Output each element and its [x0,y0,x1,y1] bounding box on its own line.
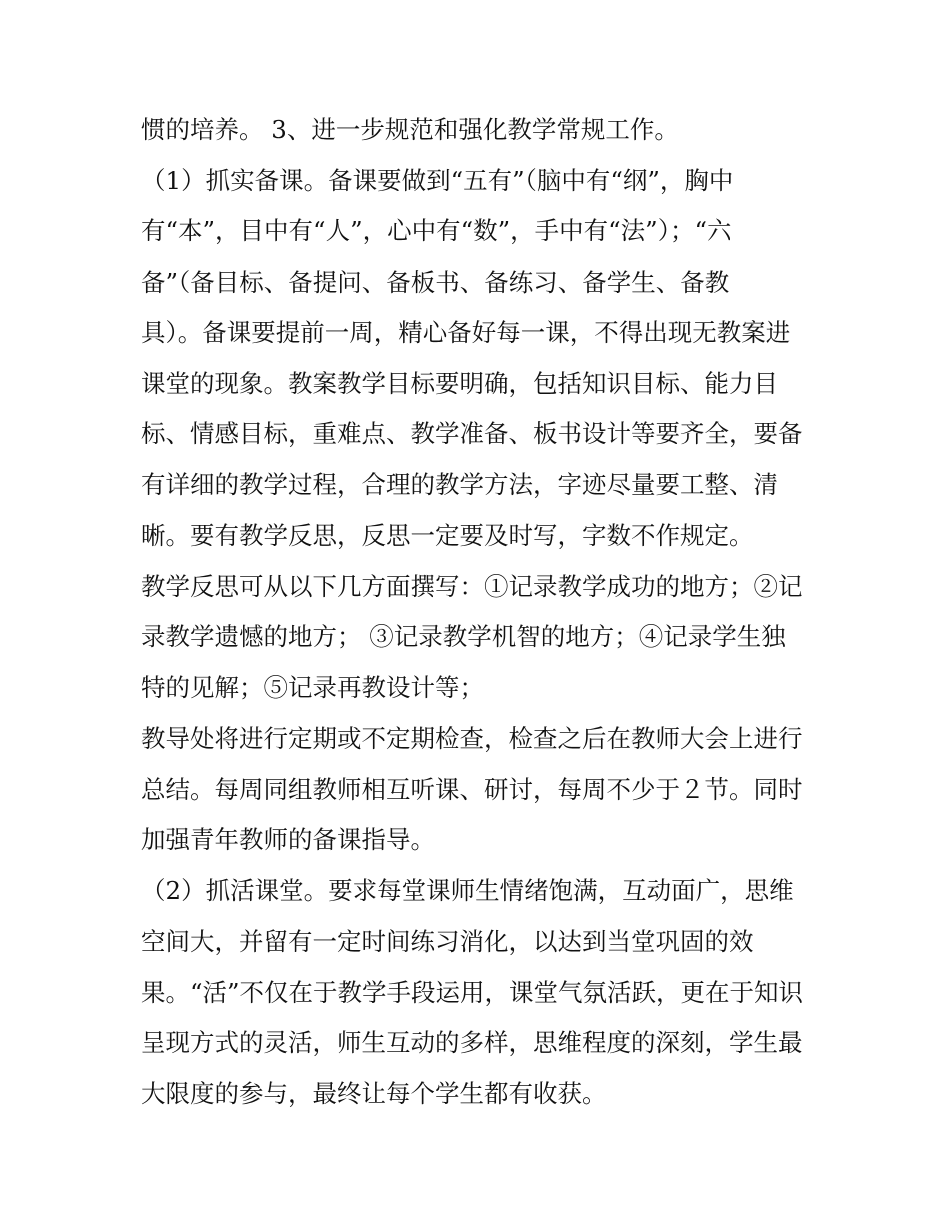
text-line: 有详细的教学过程，合理的教学方法，字迹尽量要工整、清 [141,470,778,499]
text-line: 大限度的参与，最终让每个学生都有收获。 [141,1079,607,1108]
text-line: 特的见解；⑤记录再教设计等； [141,673,484,702]
text-line: 标、情感目标，重难点、教学准备、板书设计等要齐全，要备 [141,419,803,448]
text-line: 空间大，并留有一定时间练习消化，以达到当堂巩固的效 [141,927,754,956]
text-line: 果。“活”不仅在于教学手段运用，课堂气氛活跃，更在于知识 [141,978,804,1007]
text-line: 有“本”，目中有“人”，心中有“数”，手中有“法”）；“六 [141,216,732,245]
text-line: 教学反思可从以下几方面撰写：①记录教学成功的地方；②记 [141,572,803,601]
text-line: 惯的培养。 3、进一步规范和强化教学常规工作。 [141,115,679,144]
text-line: 教导处将进行定期或不定期检查，检查之后在教师大会上进行 [141,724,803,753]
text-line: 加强青年教师的备课指导。 [141,825,435,854]
text-line: （1）抓实备课。备课要做到“五有”（脑中有“纲”，胸中 [141,166,734,195]
text-line: 备”（备目标、备提问、备板书、备练习、备学生、备教 [141,268,730,297]
text-line: 呈现方式的灵活，师生互动的多样，思维程度的深刻，学生最 [141,1028,803,1057]
text-line: 录教学遗憾的地方； ③记录教学机智的地方；④记录学生独 [141,622,786,651]
text-line: （2）抓活课堂。要求每堂课师生情绪饱满，互动面广，思维 [141,876,794,905]
text-line: 总结。每周同组教师相互听课、研讨，每周不少于２节。同时 [141,775,803,804]
text-line: 具）。备课要提前一周，精心备好每一课，不得出现无教案进 [141,318,791,347]
text-line: 课堂的现象。教案教学目标要明确，包括知识目标、能力目 [141,369,778,398]
text-line: 晰。要有教学反思，反思一定要及时写，字数不作规定。 [141,521,754,550]
